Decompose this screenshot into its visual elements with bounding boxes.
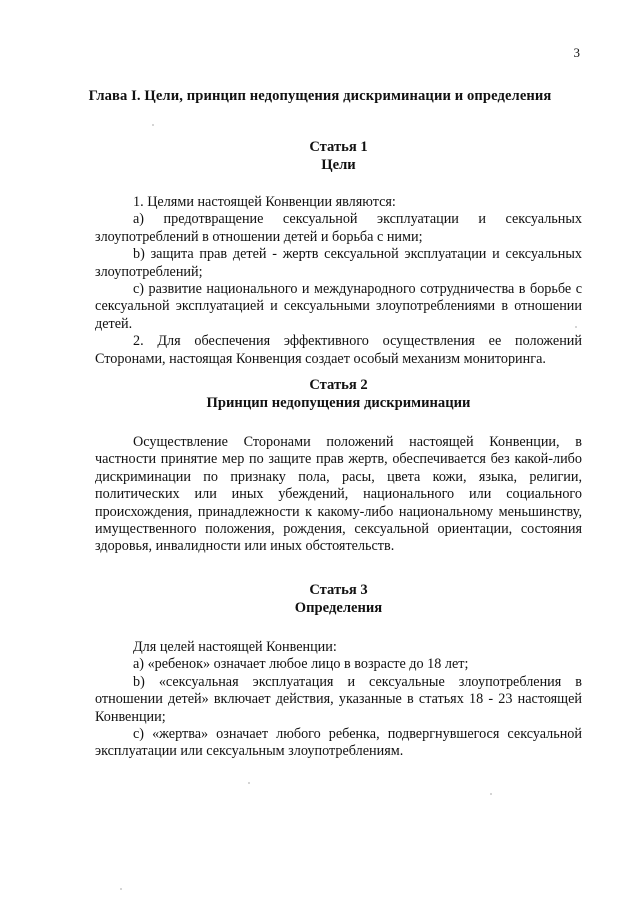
scan-speck — [248, 782, 250, 784]
article-3-title: Определения — [294, 600, 383, 616]
article-2-paragraph: Осуществление Сторонами положений настоящей Конвенции, в частности принятие мер по защите прав жертв, обеспечивается без какой-либо дискриминации по признаку пола, расы, цвета кожи, языка, религии, политических или иных убеждений, национального или социального происхождения, принадлежности к какому-либо национальному меньшинству, имущественного положения, рождения, сексуальной ориентации, состояния здоровья, инвалидности или иных обстоятельств. — [95, 434, 582, 555]
article-2-body — [95, 434, 582, 556]
article-2-number: Статья 2 — [309, 377, 368, 393]
article-2 — [95, 376, 582, 556]
chapter-title: Глава I. Цели, принцип недопущения дискриминации и определения — [88, 88, 552, 104]
article-1-title: Цели — [321, 157, 356, 173]
article-3 — [95, 581, 582, 761]
article-1-paragraph: c) развитие национального и международного сотрудничества в борьбе с сексуальной эксплуатацией и сексуальными злоупотреблениями в отношении детей. — [95, 281, 582, 332]
article-1-paragraph: a) предотвращение сексуальной эксплуатации и сексуальных злоупотреблений в отношении детей и борьба с ними; — [95, 211, 582, 245]
article-3-paragraph: а) «ребенок» означает любое лицо в возрасте до 18 лет; — [133, 656, 469, 673]
article-1-body — [95, 194, 582, 368]
article-3-paragraph: Для целей настоящей Конвенции: — [133, 639, 337, 655]
page-number: 3 — [573, 45, 580, 60]
article-2-title: Принцип недопущения дискриминации — [206, 395, 471, 411]
article-3-number: Статья 3 — [309, 582, 368, 598]
scan-speck — [152, 124, 154, 126]
article-1-paragraph: 2. Для обеспечения эффективного осуществления ее положений Сторонами, настоящая Конвенция создает особый механизм мониторинга. — [95, 333, 582, 367]
scan-speck — [490, 793, 492, 795]
article-3-paragraph: b) «сексуальная эксплуатация и сексуальные злоупотребления в отношении детей» включает действия, указанные в статьях 18 - 23 настоящей Конвенции; — [95, 673, 582, 725]
article-3-body — [95, 639, 582, 761]
article-1-paragraph: b) защита прав детей - жертв сексуальной эксплуатации и сексуальных злоупотреблений; — [95, 246, 582, 280]
article-1-number: Статья 1 — [309, 139, 368, 155]
article-1-paragraph: 1. Целями настоящей Конвенции являются: — [133, 194, 396, 210]
scan-speck — [575, 326, 577, 328]
article-3-paragraph: с) «жертва» означает любого ребенка, подвергнувшегося сексуальной эксплуатации или сексуальным злоупотреблениям. — [95, 726, 582, 760]
article-1 — [95, 138, 582, 368]
scan-speck — [120, 888, 122, 890]
